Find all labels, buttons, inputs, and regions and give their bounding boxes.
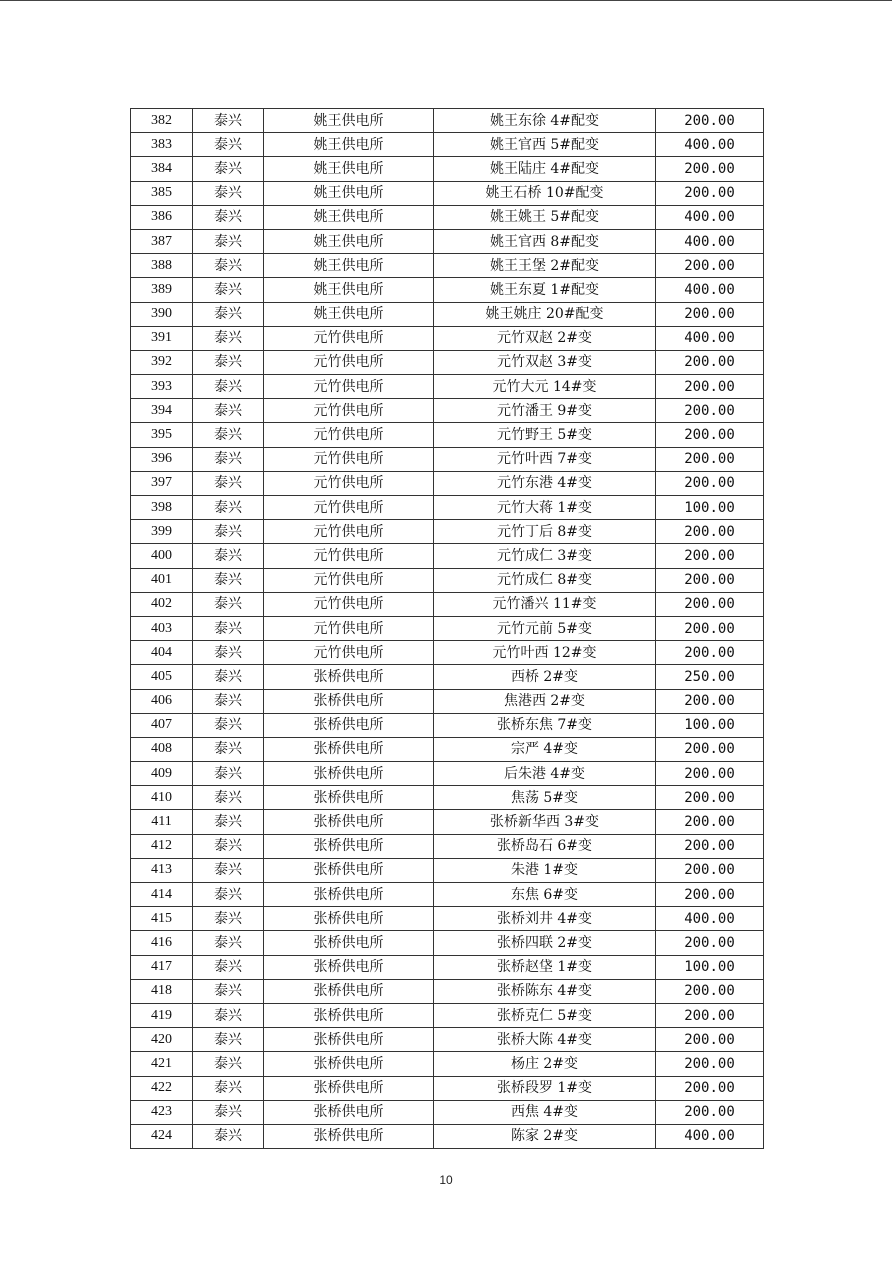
capacity-cell: 100.00 xyxy=(656,713,764,737)
row-number-cell: 398 xyxy=(131,496,193,520)
row-number-cell: 415 xyxy=(131,907,193,931)
city-cell: 泰兴 xyxy=(193,762,264,786)
city-cell: 泰兴 xyxy=(193,810,264,834)
transformer-name-cell: 姚王陆庄 4#配变 xyxy=(434,157,656,181)
table-row xyxy=(131,109,764,133)
table-row xyxy=(131,1100,764,1124)
transformer-name-cell: 元竹潘王 9#变 xyxy=(434,399,656,423)
station-cell: 元竹供电所 xyxy=(264,399,434,423)
transformer-name-cell: 张桥新华西 3#变 xyxy=(434,810,656,834)
capacity-cell: 400.00 xyxy=(656,1124,764,1148)
transformer-name-cell: 张桥陈东 4#变 xyxy=(434,979,656,1003)
station-cell: 元竹供电所 xyxy=(264,592,434,616)
city-cell: 泰兴 xyxy=(193,616,264,640)
table-row xyxy=(131,955,764,979)
station-cell: 张桥供电所 xyxy=(264,1100,434,1124)
city-cell: 泰兴 xyxy=(193,689,264,713)
row-number-cell: 399 xyxy=(131,520,193,544)
city-cell: 泰兴 xyxy=(193,641,264,665)
city-cell: 泰兴 xyxy=(193,133,264,157)
table-row xyxy=(131,278,764,302)
capacity-cell: 200.00 xyxy=(656,737,764,761)
station-cell: 张桥供电所 xyxy=(264,883,434,907)
table-row xyxy=(131,326,764,350)
station-cell: 张桥供电所 xyxy=(264,858,434,882)
row-number-cell: 387 xyxy=(131,229,193,253)
capacity-cell: 200.00 xyxy=(656,858,764,882)
transformer-name-cell: 西焦 4#变 xyxy=(434,1100,656,1124)
city-cell: 泰兴 xyxy=(193,254,264,278)
table-row xyxy=(131,1028,764,1052)
capacity-cell: 200.00 xyxy=(656,1028,764,1052)
table-row xyxy=(131,858,764,882)
city-cell: 泰兴 xyxy=(193,1076,264,1100)
row-number-cell: 406 xyxy=(131,689,193,713)
station-cell: 元竹供电所 xyxy=(264,375,434,399)
station-cell: 张桥供电所 xyxy=(264,665,434,689)
station-cell: 姚王供电所 xyxy=(264,205,434,229)
table-row xyxy=(131,1003,764,1027)
city-cell: 泰兴 xyxy=(193,326,264,350)
station-cell: 张桥供电所 xyxy=(264,1052,434,1076)
capacity-cell: 400.00 xyxy=(656,133,764,157)
capacity-cell: 200.00 xyxy=(656,157,764,181)
capacity-cell: 200.00 xyxy=(656,689,764,713)
table-row xyxy=(131,1052,764,1076)
station-cell: 张桥供电所 xyxy=(264,786,434,810)
row-number-cell: 408 xyxy=(131,737,193,761)
city-cell: 泰兴 xyxy=(193,447,264,471)
station-cell: 元竹供电所 xyxy=(264,544,434,568)
city-cell: 泰兴 xyxy=(193,1124,264,1148)
row-number-cell: 389 xyxy=(131,278,193,302)
table-row xyxy=(131,205,764,229)
row-number-cell: 396 xyxy=(131,447,193,471)
capacity-cell: 200.00 xyxy=(656,1100,764,1124)
table-row xyxy=(131,544,764,568)
capacity-cell: 200.00 xyxy=(656,375,764,399)
row-number-cell: 414 xyxy=(131,883,193,907)
station-cell: 姚王供电所 xyxy=(264,254,434,278)
city-cell: 泰兴 xyxy=(193,786,264,810)
transformer-name-cell: 姚王官西 5#配变 xyxy=(434,133,656,157)
station-cell: 姚王供电所 xyxy=(264,302,434,326)
city-cell: 泰兴 xyxy=(193,520,264,544)
transformer-name-cell: 元竹成仁 3#变 xyxy=(434,544,656,568)
table-row xyxy=(131,883,764,907)
transformer-name-cell: 东焦 6#变 xyxy=(434,883,656,907)
city-cell: 泰兴 xyxy=(193,568,264,592)
capacity-cell: 200.00 xyxy=(656,447,764,471)
row-number-cell: 383 xyxy=(131,133,193,157)
row-number-cell: 405 xyxy=(131,665,193,689)
station-cell: 元竹供电所 xyxy=(264,447,434,471)
transformer-name-cell: 元竹丁后 8#变 xyxy=(434,520,656,544)
capacity-cell: 200.00 xyxy=(656,592,764,616)
capacity-cell: 200.00 xyxy=(656,1052,764,1076)
transformer-name-cell: 张桥四联 2#变 xyxy=(434,931,656,955)
table-row xyxy=(131,375,764,399)
station-cell: 张桥供电所 xyxy=(264,931,434,955)
row-number-cell: 423 xyxy=(131,1100,193,1124)
city-cell: 泰兴 xyxy=(193,375,264,399)
city-cell: 泰兴 xyxy=(193,979,264,1003)
row-number-cell: 418 xyxy=(131,979,193,1003)
capacity-cell: 100.00 xyxy=(656,496,764,520)
city-cell: 泰兴 xyxy=(193,350,264,374)
capacity-cell: 200.00 xyxy=(656,1076,764,1100)
capacity-cell: 200.00 xyxy=(656,931,764,955)
table-row xyxy=(131,592,764,616)
city-cell: 泰兴 xyxy=(193,1028,264,1052)
transformer-name-cell: 朱港 1#变 xyxy=(434,858,656,882)
capacity-cell: 400.00 xyxy=(656,205,764,229)
table-row xyxy=(131,713,764,737)
city-cell: 泰兴 xyxy=(193,181,264,205)
table-row xyxy=(131,1124,764,1148)
row-number-cell: 390 xyxy=(131,302,193,326)
row-number-cell: 403 xyxy=(131,616,193,640)
station-cell: 元竹供电所 xyxy=(264,423,434,447)
transformer-name-cell: 陈家 2#变 xyxy=(434,1124,656,1148)
transformer-name-cell: 西桥 2#变 xyxy=(434,665,656,689)
capacity-cell: 200.00 xyxy=(656,520,764,544)
row-number-cell: 421 xyxy=(131,1052,193,1076)
row-number-cell: 410 xyxy=(131,786,193,810)
capacity-cell: 400.00 xyxy=(656,278,764,302)
transformer-name-cell: 后朱港 4#变 xyxy=(434,762,656,786)
city-cell: 泰兴 xyxy=(193,1052,264,1076)
station-cell: 元竹供电所 xyxy=(264,471,434,495)
row-number-cell: 395 xyxy=(131,423,193,447)
capacity-cell: 200.00 xyxy=(656,399,764,423)
row-number-cell: 404 xyxy=(131,641,193,665)
station-cell: 张桥供电所 xyxy=(264,834,434,858)
page-number: 10 xyxy=(439,1173,453,1187)
capacity-cell: 200.00 xyxy=(656,786,764,810)
row-number-cell: 402 xyxy=(131,592,193,616)
capacity-cell: 200.00 xyxy=(656,834,764,858)
table-row xyxy=(131,641,764,665)
station-cell: 张桥供电所 xyxy=(264,979,434,1003)
city-cell: 泰兴 xyxy=(193,858,264,882)
city-cell: 泰兴 xyxy=(193,713,264,737)
capacity-cell: 200.00 xyxy=(656,883,764,907)
row-number-cell: 392 xyxy=(131,350,193,374)
row-number-cell: 400 xyxy=(131,544,193,568)
city-cell: 泰兴 xyxy=(193,592,264,616)
row-number-cell: 385 xyxy=(131,181,193,205)
transformer-name-cell: 姚王石桥 10#配变 xyxy=(434,181,656,205)
capacity-cell: 200.00 xyxy=(656,568,764,592)
station-cell: 张桥供电所 xyxy=(264,713,434,737)
station-cell: 张桥供电所 xyxy=(264,810,434,834)
row-number-cell: 394 xyxy=(131,399,193,423)
table-row xyxy=(131,471,764,495)
table-row xyxy=(131,399,764,423)
station-cell: 元竹供电所 xyxy=(264,616,434,640)
transformer-name-cell: 元竹叶西 7#变 xyxy=(434,447,656,471)
station-cell: 姚王供电所 xyxy=(264,229,434,253)
station-cell: 张桥供电所 xyxy=(264,1076,434,1100)
table-row xyxy=(131,181,764,205)
station-cell: 元竹供电所 xyxy=(264,520,434,544)
transformer-name-cell: 张桥大陈 4#变 xyxy=(434,1028,656,1052)
city-cell: 泰兴 xyxy=(193,109,264,133)
station-cell: 张桥供电所 xyxy=(264,1124,434,1148)
row-number-cell: 391 xyxy=(131,326,193,350)
city-cell: 泰兴 xyxy=(193,931,264,955)
row-number-cell: 411 xyxy=(131,810,193,834)
table-row xyxy=(131,1076,764,1100)
city-cell: 泰兴 xyxy=(193,278,264,302)
row-number-cell: 417 xyxy=(131,955,193,979)
table-row xyxy=(131,737,764,761)
station-cell: 张桥供电所 xyxy=(264,1028,434,1052)
capacity-cell: 100.00 xyxy=(656,955,764,979)
station-cell: 张桥供电所 xyxy=(264,1003,434,1027)
station-cell: 张桥供电所 xyxy=(264,737,434,761)
transformer-name-cell: 元竹双赵 2#变 xyxy=(434,326,656,350)
city-cell: 泰兴 xyxy=(193,834,264,858)
table-row xyxy=(131,979,764,1003)
transformer-name-cell: 元竹潘兴 11#变 xyxy=(434,592,656,616)
row-number-cell: 424 xyxy=(131,1124,193,1148)
station-cell: 张桥供电所 xyxy=(264,762,434,786)
transformer-name-cell: 焦荡 5#变 xyxy=(434,786,656,810)
table-row xyxy=(131,350,764,374)
table-row xyxy=(131,810,764,834)
row-number-cell: 412 xyxy=(131,834,193,858)
transformer-name-cell: 杨庄 2#变 xyxy=(434,1052,656,1076)
row-number-cell: 382 xyxy=(131,109,193,133)
capacity-cell: 200.00 xyxy=(656,471,764,495)
transformer-name-cell: 元竹叶西 12#变 xyxy=(434,641,656,665)
station-cell: 姚王供电所 xyxy=(264,133,434,157)
capacity-cell: 200.00 xyxy=(656,544,764,568)
table-row xyxy=(131,229,764,253)
row-number-cell: 409 xyxy=(131,762,193,786)
table-row xyxy=(131,907,764,931)
transformer-name-cell: 姚王姚王 5#配变 xyxy=(434,205,656,229)
transformer-name-cell: 元竹东港 4#变 xyxy=(434,471,656,495)
capacity-cell: 200.00 xyxy=(656,181,764,205)
capacity-cell: 200.00 xyxy=(656,350,764,374)
transformer-name-cell: 张桥岛石 6#变 xyxy=(434,834,656,858)
city-cell: 泰兴 xyxy=(193,229,264,253)
capacity-cell: 200.00 xyxy=(656,641,764,665)
row-number-cell: 401 xyxy=(131,568,193,592)
transformer-table xyxy=(130,108,764,1149)
station-cell: 元竹供电所 xyxy=(264,568,434,592)
station-cell: 姚王供电所 xyxy=(264,157,434,181)
city-cell: 泰兴 xyxy=(193,737,264,761)
capacity-cell: 200.00 xyxy=(656,302,764,326)
city-cell: 泰兴 xyxy=(193,399,264,423)
city-cell: 泰兴 xyxy=(193,544,264,568)
station-cell: 姚王供电所 xyxy=(264,278,434,302)
capacity-cell: 200.00 xyxy=(656,254,764,278)
capacity-cell: 400.00 xyxy=(656,229,764,253)
capacity-cell: 200.00 xyxy=(656,762,764,786)
city-cell: 泰兴 xyxy=(193,665,264,689)
city-cell: 泰兴 xyxy=(193,157,264,181)
transformer-name-cell: 元竹双赵 3#变 xyxy=(434,350,656,374)
table-row xyxy=(131,447,764,471)
city-cell: 泰兴 xyxy=(193,471,264,495)
table-row xyxy=(131,616,764,640)
transformer-name-cell: 元竹成仁 8#变 xyxy=(434,568,656,592)
transformer-name-cell: 张桥东焦 7#变 xyxy=(434,713,656,737)
table-row xyxy=(131,665,764,689)
station-cell: 元竹供电所 xyxy=(264,641,434,665)
station-cell: 姚王供电所 xyxy=(264,181,434,205)
transformer-name-cell: 宗严 4#变 xyxy=(434,737,656,761)
transformer-name-cell: 元竹大蒋 1#变 xyxy=(434,496,656,520)
transformer-name-cell: 姚王姚庄 20#配变 xyxy=(434,302,656,326)
table-row xyxy=(131,762,764,786)
capacity-cell: 200.00 xyxy=(656,810,764,834)
table-row xyxy=(131,133,764,157)
row-number-cell: 384 xyxy=(131,157,193,181)
transformer-name-cell: 张桥赵垡 1#变 xyxy=(434,955,656,979)
table-row xyxy=(131,496,764,520)
row-number-cell: 397 xyxy=(131,471,193,495)
capacity-cell: 200.00 xyxy=(656,616,764,640)
row-number-cell: 422 xyxy=(131,1076,193,1100)
transformer-name-cell: 张桥克仁 5#变 xyxy=(434,1003,656,1027)
table-row xyxy=(131,786,764,810)
station-cell: 元竹供电所 xyxy=(264,496,434,520)
row-number-cell: 388 xyxy=(131,254,193,278)
table-row xyxy=(131,423,764,447)
capacity-cell: 250.00 xyxy=(656,665,764,689)
capacity-cell: 200.00 xyxy=(656,423,764,447)
row-number-cell: 419 xyxy=(131,1003,193,1027)
row-number-cell: 420 xyxy=(131,1028,193,1052)
transformer-name-cell: 张桥段罗 1#变 xyxy=(434,1076,656,1100)
transformer-name-cell: 元竹元前 5#变 xyxy=(434,616,656,640)
transformer-name-cell: 姚王东夏 1#配变 xyxy=(434,278,656,302)
table-row xyxy=(131,689,764,713)
transformer-name-cell: 张桥刘井 4#变 xyxy=(434,907,656,931)
transformer-name-cell: 姚王东徐 4#配变 xyxy=(434,109,656,133)
table-row xyxy=(131,254,764,278)
city-cell: 泰兴 xyxy=(193,1003,264,1027)
page-top-border xyxy=(0,0,892,1)
table-row xyxy=(131,568,764,592)
city-cell: 泰兴 xyxy=(193,496,264,520)
row-number-cell: 416 xyxy=(131,931,193,955)
station-cell: 元竹供电所 xyxy=(264,350,434,374)
capacity-cell: 200.00 xyxy=(656,109,764,133)
table-row xyxy=(131,157,764,181)
transformer-name-cell: 元竹大元 14#变 xyxy=(434,375,656,399)
station-cell: 元竹供电所 xyxy=(264,326,434,350)
capacity-cell: 200.00 xyxy=(656,1003,764,1027)
table-row xyxy=(131,834,764,858)
station-cell: 张桥供电所 xyxy=(264,955,434,979)
table-row xyxy=(131,931,764,955)
city-cell: 泰兴 xyxy=(193,907,264,931)
city-cell: 泰兴 xyxy=(193,1100,264,1124)
row-number-cell: 407 xyxy=(131,713,193,737)
capacity-cell: 200.00 xyxy=(656,979,764,1003)
transformer-name-cell: 姚王官西 8#配变 xyxy=(434,229,656,253)
station-cell: 张桥供电所 xyxy=(264,907,434,931)
transformer-name-cell: 元竹野王 5#变 xyxy=(434,423,656,447)
capacity-cell: 400.00 xyxy=(656,326,764,350)
row-number-cell: 386 xyxy=(131,205,193,229)
city-cell: 泰兴 xyxy=(193,302,264,326)
city-cell: 泰兴 xyxy=(193,955,264,979)
station-cell: 张桥供电所 xyxy=(264,689,434,713)
transformer-name-cell: 焦港西 2#变 xyxy=(434,689,656,713)
transformer-name-cell: 姚王王堡 2#配变 xyxy=(434,254,656,278)
row-number-cell: 413 xyxy=(131,858,193,882)
row-number-cell: 393 xyxy=(131,375,193,399)
table-row xyxy=(131,302,764,326)
capacity-cell: 400.00 xyxy=(656,907,764,931)
table-body xyxy=(131,109,764,1149)
city-cell: 泰兴 xyxy=(193,423,264,447)
city-cell: 泰兴 xyxy=(193,883,264,907)
table-row xyxy=(131,520,764,544)
station-cell: 姚王供电所 xyxy=(264,109,434,133)
city-cell: 泰兴 xyxy=(193,205,264,229)
